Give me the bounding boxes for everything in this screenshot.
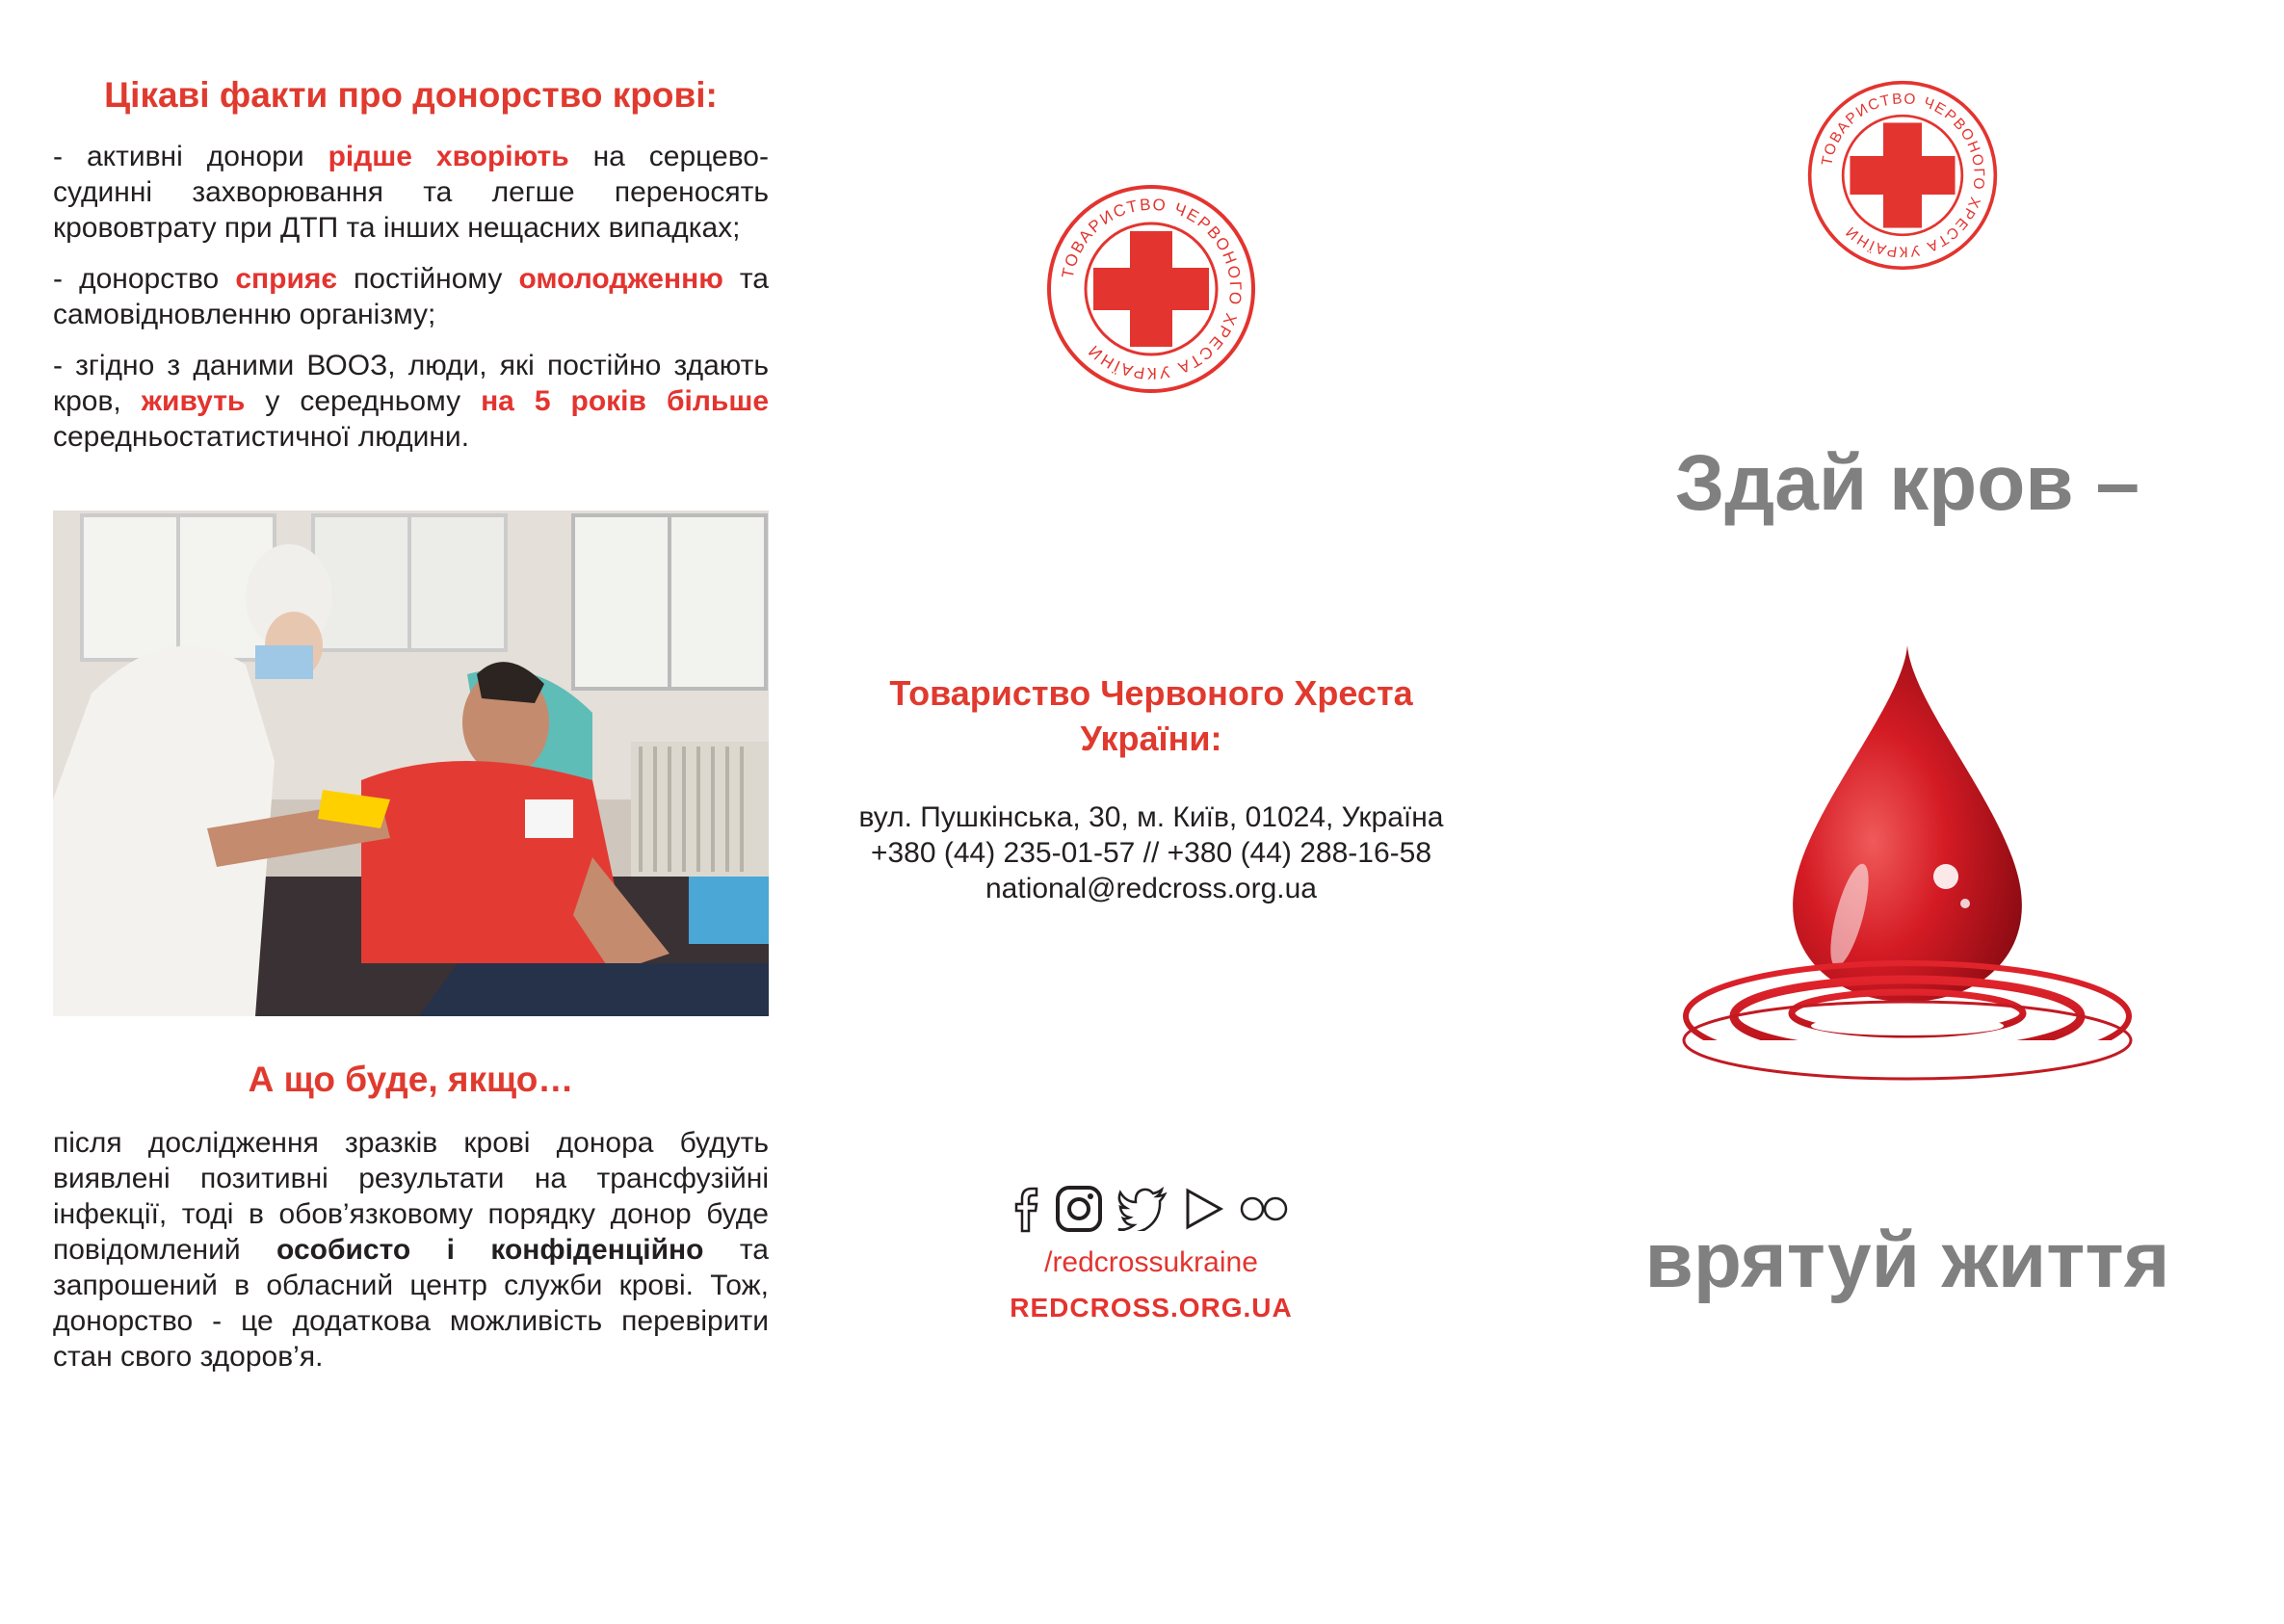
left-panel <box>53 0 769 1624</box>
social-handle[interactable]: /redcrossukraine <box>1044 1246 1258 1278</box>
slogan-line-2: врятуй життя <box>1644 1217 2170 1304</box>
social-icons <box>790 1183 1512 1235</box>
middle-panel <box>790 0 1512 1624</box>
slogan-line-1: Здай кров – <box>1674 439 2140 527</box>
facts-list <box>53 139 769 470</box>
svg-text:ТОВАРИСТВО ЧЕРВОНОГО ХРЕСТА УК: ТОВАРИСТВО ЧЕРВОНОГО ХРЕСТА УКРАЇНИ <box>1819 91 1987 260</box>
red-cross-logo <box>1045 183 1257 395</box>
what-if-text: після дослідження зразків крові донора будуть виявлені позитивні результати на трансфузійні інфекції, тоді в обов’язковому порядку донор буде повідомлений особисто і конфіденційно та запрошений в обласний центр служби крові. Тож, донорство - це додаткова можливість перевірити стан свого здоров’я. <box>53 1127 769 1373</box>
instagram-icon[interactable] <box>1055 1185 1103 1233</box>
red-cross-logo <box>1806 79 1999 272</box>
fact-item: - донорство сприяє постійному омолодженню та самовідновленню організму; <box>53 263 769 330</box>
contact-block <box>790 799 1512 906</box>
what-if-title: А що буде, якщо… <box>248 1060 574 1099</box>
facts-title: Цікаві факти про донорство крові: <box>104 75 718 115</box>
org-name: Товариство Червоного Хреста України: <box>889 673 1413 758</box>
fact-item: - активні донори рідше хворіють на серцево-судинні захворювання та легше переносять крововтрату при ДТП та інших нещасних випадках; <box>53 141 769 244</box>
right-panel <box>1551 0 2264 1624</box>
website-link[interactable]: REDCROSS.ORG.UA <box>1010 1293 1293 1323</box>
youtube-play-icon[interactable] <box>1182 1187 1224 1231</box>
blood-drop-illustration <box>1671 636 2143 1088</box>
donation-photo <box>53 511 769 1016</box>
email-link[interactable]: national@redcross.org.ua <box>985 873 1317 904</box>
fact-item: - згідно з даними ВООЗ, люди, які постійно здають кров, живуть у середньому на 5 років більше середньостатистичної людини. <box>53 350 770 453</box>
phone-numbers: +380 (44) 235-01-57 // +380 (44) 288-16-58 <box>870 837 1432 869</box>
address-text: вул. Пушкінська, 30, м. Київ, 01024, Україна <box>858 801 1444 833</box>
social-block <box>790 1183 1512 1323</box>
flickr-icon[interactable] <box>1238 1194 1290 1223</box>
twitter-icon[interactable] <box>1116 1187 1168 1231</box>
facebook-icon[interactable] <box>1012 1185 1041 1233</box>
svg-text:ТОВАРИСТВО ЧЕРВОНОГО ХРЕСТА УК: ТОВАРИСТВО ЧЕРВОНОГО ХРЕСТА УКРАЇНИ <box>1058 195 1246 383</box>
